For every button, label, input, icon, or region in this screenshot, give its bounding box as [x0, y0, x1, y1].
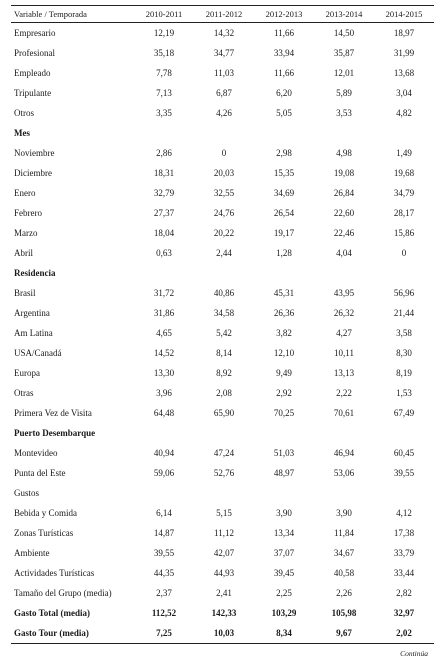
- cell-value: 60,45: [393, 448, 415, 458]
- cell-value: 42,07: [213, 548, 235, 558]
- row-label: Marzo: [14, 228, 38, 238]
- data-table: [11, 5, 434, 644]
- cell-value: 19,17: [273, 228, 295, 238]
- cell-value: 8,92: [216, 368, 232, 378]
- row-label: Enero: [14, 188, 36, 198]
- cell-value: 40,86: [213, 288, 235, 298]
- cell-value: 3,53: [336, 108, 352, 118]
- cell-value: 8,30: [396, 348, 412, 358]
- table-row: [11, 463, 434, 483]
- cell-value: 6,87: [216, 88, 232, 98]
- cell-value: 4,98: [336, 148, 352, 158]
- cell-value: 1,49: [396, 148, 412, 158]
- section-label: Residencia: [14, 268, 56, 278]
- cell-value: 105,98: [331, 608, 357, 618]
- table-row: [11, 563, 434, 583]
- cell-value: 3,90: [276, 508, 292, 518]
- cell-value: [374, 123, 434, 143]
- cell-value: 13,13: [333, 368, 355, 378]
- row-label: Noviembre: [14, 148, 55, 158]
- cell-value: 34,69: [273, 188, 295, 198]
- cell-value: 11,12: [214, 528, 234, 538]
- cell-value: 3,90: [336, 508, 352, 518]
- cell-value: 24,76: [213, 208, 235, 218]
- table-row: [11, 383, 434, 403]
- header-season: 2014-2015: [374, 6, 434, 23]
- header-season: 2010-2011: [134, 6, 194, 23]
- table-body: [11, 23, 434, 644]
- header-variable: Variable / Temporada: [11, 6, 134, 23]
- cell-value: 2,37: [156, 588, 172, 598]
- cell-value: 7,25: [134, 623, 194, 644]
- cell-value: 70,61: [333, 408, 355, 418]
- row-label: Gasto Total (media): [14, 608, 91, 618]
- cell-value: 2,26: [336, 588, 352, 598]
- cell-value: 18,97: [393, 28, 415, 38]
- cell-value: 39,55: [153, 548, 175, 558]
- table-row: [11, 183, 434, 203]
- cell-value: 17,38: [393, 528, 415, 538]
- cell-value: 11,03: [214, 68, 234, 78]
- header-season: 2011-2012: [194, 6, 254, 23]
- row-label: Bebida y Comida: [14, 508, 77, 518]
- table-row: [11, 63, 434, 83]
- cell-value: 53,06: [333, 468, 355, 478]
- cell-value: 7,78: [156, 68, 172, 78]
- cell-value: 11,66: [274, 28, 294, 38]
- cell-value: 8,34: [254, 623, 314, 644]
- table-row: [11, 163, 434, 183]
- cell-value: 70,25: [273, 408, 295, 418]
- cell-value: 7,13: [156, 88, 172, 98]
- cell-value: 46,94: [333, 448, 355, 458]
- table-row: [11, 603, 434, 623]
- cell-value: 34,67: [333, 548, 355, 558]
- cell-value: 64,48: [153, 408, 175, 418]
- table-row: [11, 243, 434, 263]
- row-label: Gustos: [14, 488, 40, 498]
- table-row: [11, 83, 434, 103]
- row-label: Empresario: [14, 28, 56, 38]
- cell-value: 20,22: [213, 228, 235, 238]
- cell-value: 2,86: [156, 148, 172, 158]
- cell-value: 4,27: [336, 328, 352, 338]
- cell-value: 3,35: [156, 108, 172, 118]
- cell-value: [134, 483, 194, 503]
- row-label: USA/Canadá: [14, 348, 62, 358]
- cell-value: 12,01: [333, 68, 355, 78]
- cell-value: 5,42: [216, 328, 232, 338]
- row-label: Diciembre: [14, 168, 52, 178]
- cell-value: [194, 423, 254, 443]
- table-row: [11, 223, 434, 243]
- cell-value: 14,50: [333, 28, 355, 38]
- cell-value: 18,04: [153, 228, 175, 238]
- cell-value: 65,90: [213, 408, 235, 418]
- section-row: [11, 423, 434, 443]
- section-row: [11, 123, 434, 143]
- cell-value: 6,14: [156, 508, 172, 518]
- cell-value: 3,82: [276, 328, 292, 338]
- cell-value: 32,97: [393, 608, 415, 618]
- cell-value: [194, 483, 254, 503]
- cell-value: 19,08: [333, 168, 355, 178]
- row-label: Empleado: [14, 68, 51, 78]
- cell-value: 20,03: [213, 168, 235, 178]
- cell-value: 2,82: [396, 588, 412, 598]
- cell-value: 2,25: [276, 588, 292, 598]
- cell-value: 0,63: [156, 248, 172, 258]
- row-label: Am Latina: [14, 328, 53, 338]
- row-label: Febrero: [14, 208, 42, 218]
- cell-value: 12,19: [153, 28, 175, 38]
- cell-value: 45,31: [273, 288, 295, 298]
- cell-value: 10,11: [334, 348, 354, 358]
- cell-value: 2,08: [216, 388, 232, 398]
- cell-value: 5,89: [336, 88, 352, 98]
- cell-value: 4,82: [396, 108, 412, 118]
- cell-value: 40,58: [333, 568, 355, 578]
- cell-value: 33,79: [393, 548, 415, 558]
- cell-value: 35,87: [333, 48, 355, 58]
- cell-value: 15,86: [393, 228, 415, 238]
- cell-value: 4,26: [216, 108, 232, 118]
- table-row: [11, 363, 434, 383]
- cell-value: 32,55: [213, 188, 235, 198]
- table-row: [11, 543, 434, 563]
- cell-value: [134, 263, 194, 283]
- cell-value: 34,77: [213, 48, 235, 58]
- cell-value: 39,45: [273, 568, 295, 578]
- cell-value: [194, 123, 254, 143]
- cell-value: 32,79: [153, 188, 175, 198]
- cell-value: 22,60: [333, 208, 355, 218]
- table-row: [11, 323, 434, 343]
- cell-value: 8,14: [216, 348, 232, 358]
- cell-value: 34,79: [393, 188, 415, 198]
- table-row: [11, 103, 434, 123]
- cell-value: 40,94: [153, 448, 175, 458]
- cell-value: 21,44: [393, 308, 415, 318]
- cell-value: 2,22: [336, 388, 352, 398]
- cell-value: 14,32: [213, 28, 235, 38]
- table-row: [11, 503, 434, 523]
- cell-value: 28,17: [393, 208, 415, 218]
- cell-value: 1,53: [396, 388, 412, 398]
- cell-value: 0: [401, 248, 407, 258]
- cell-value: 5,05: [276, 108, 292, 118]
- table-row: [11, 483, 434, 503]
- row-label: Actividades Turísticas: [14, 568, 95, 578]
- table-header: [11, 6, 434, 23]
- table-row: [11, 583, 434, 603]
- cell-value: 33,44: [393, 568, 415, 578]
- cell-value: 142,33: [211, 608, 237, 618]
- cell-value: [314, 123, 374, 143]
- cell-value: 112,52: [151, 608, 177, 618]
- cell-value: 1,28: [276, 248, 292, 258]
- header-season: 2012-2013: [254, 6, 314, 23]
- row-label: Tripulante: [14, 88, 52, 98]
- cell-value: 5,15: [216, 508, 232, 518]
- row-label: Primera Vez de Visita: [14, 408, 92, 418]
- section-label: Mes: [14, 128, 30, 138]
- cell-value: 35,18: [153, 48, 175, 58]
- table-row: [11, 23, 434, 44]
- row-label: Ambiente: [14, 548, 50, 558]
- row-label: Gasto Tour (media): [11, 623, 134, 644]
- cell-value: 14,87: [153, 528, 175, 538]
- cell-value: [254, 123, 314, 143]
- cell-value: 3,96: [156, 388, 172, 398]
- cell-value: 34,58: [213, 308, 235, 318]
- row-label: Zonas Turísticas: [14, 528, 74, 538]
- cell-value: 31,72: [153, 288, 175, 298]
- row-label: Europa: [14, 368, 40, 378]
- table-row: [11, 43, 434, 63]
- row-label: Montevideo: [14, 448, 58, 458]
- cell-value: 26,36: [273, 308, 295, 318]
- cell-value: 39,55: [393, 468, 415, 478]
- row-label: Profesional: [14, 48, 55, 58]
- cell-value: 47,24: [213, 448, 235, 458]
- cell-value: 2,41: [216, 588, 232, 598]
- cell-value: 11,66: [274, 68, 294, 78]
- row-label: Otros: [14, 108, 34, 118]
- cell-value: 52,76: [213, 468, 235, 478]
- row-label: Punta del Este: [14, 468, 66, 478]
- cell-value: 44,93: [213, 568, 235, 578]
- cell-value: [254, 483, 314, 503]
- cell-value: [374, 263, 434, 283]
- cell-value: [314, 483, 374, 503]
- cell-value: 8,19: [396, 368, 412, 378]
- cell-value: 67,49: [393, 408, 415, 418]
- cell-value: 6,20: [276, 88, 292, 98]
- cell-value: 13,68: [393, 68, 415, 78]
- cell-value: 33,94: [273, 48, 295, 58]
- cell-value: 43,95: [333, 288, 355, 298]
- row-label: Brasil: [14, 288, 36, 298]
- cell-value: 103,29: [271, 608, 297, 618]
- cell-value: 26,32: [333, 308, 355, 318]
- row-label: Otras: [14, 388, 34, 398]
- cell-value: 26,84: [333, 188, 355, 198]
- cell-value: 3,58: [396, 328, 412, 338]
- table-row: [11, 143, 434, 163]
- row-label: Tamaño del Grupo (media): [14, 588, 112, 598]
- cell-value: [254, 423, 314, 443]
- cell-value: [194, 263, 254, 283]
- cell-value: 10,03: [194, 623, 254, 644]
- cell-value: [254, 263, 314, 283]
- table-row: [11, 403, 434, 423]
- cell-value: 9,49: [276, 368, 292, 378]
- cell-value: 4,12: [396, 508, 412, 518]
- cell-value: 2,98: [276, 148, 292, 158]
- cell-value: 22,46: [333, 228, 355, 238]
- table-row: [11, 343, 434, 363]
- row-label: Abril: [14, 248, 33, 258]
- cell-value: 48,97: [273, 468, 295, 478]
- cell-value: 2,02: [374, 623, 434, 644]
- cell-value: 31,86: [153, 308, 175, 318]
- cell-value: 59,06: [153, 468, 175, 478]
- table-row: [11, 443, 434, 463]
- table-row: [11, 523, 434, 543]
- cell-value: 15,35: [273, 168, 295, 178]
- cell-value: 14,52: [153, 348, 175, 358]
- cell-value: 37,07: [273, 548, 295, 558]
- cell-value: 3,04: [396, 88, 412, 98]
- cell-value: 2,44: [216, 248, 232, 258]
- table-row: [11, 283, 434, 303]
- section-row: [11, 263, 434, 283]
- cell-value: 19,68: [393, 168, 415, 178]
- cell-value: [314, 423, 374, 443]
- row-label: Argentina: [14, 308, 50, 318]
- section-label: Puerto Desembarque: [14, 428, 96, 438]
- cell-value: 44,35: [153, 568, 175, 578]
- table-row: [11, 623, 434, 644]
- cell-value: 31,99: [393, 48, 415, 58]
- cell-value: [314, 263, 374, 283]
- cell-value: [374, 483, 434, 503]
- cell-value: 12,10: [273, 348, 295, 358]
- cell-value: 18,31: [153, 168, 175, 178]
- cell-value: 11,84: [334, 528, 354, 538]
- cell-value: 27,37: [153, 208, 175, 218]
- cell-value: 56,96: [393, 288, 415, 298]
- cell-value: 13,34: [273, 528, 295, 538]
- cell-value: 2,92: [276, 388, 292, 398]
- header-season: 2013-2014: [314, 6, 374, 23]
- cell-value: [374, 423, 434, 443]
- cell-value: 26,54: [273, 208, 295, 218]
- continua-note: Continúa: [400, 649, 428, 658]
- table-row: [11, 203, 434, 223]
- table-row: [11, 303, 434, 323]
- cell-value: 4,65: [156, 328, 172, 338]
- cell-value: 0: [221, 148, 227, 158]
- cell-value: 51,03: [273, 448, 295, 458]
- cell-value: [134, 423, 194, 443]
- cell-value: 9,67: [314, 623, 374, 644]
- cell-value: [134, 123, 194, 143]
- cell-value: 4,04: [336, 248, 352, 258]
- cell-value: 13,30: [153, 368, 175, 378]
